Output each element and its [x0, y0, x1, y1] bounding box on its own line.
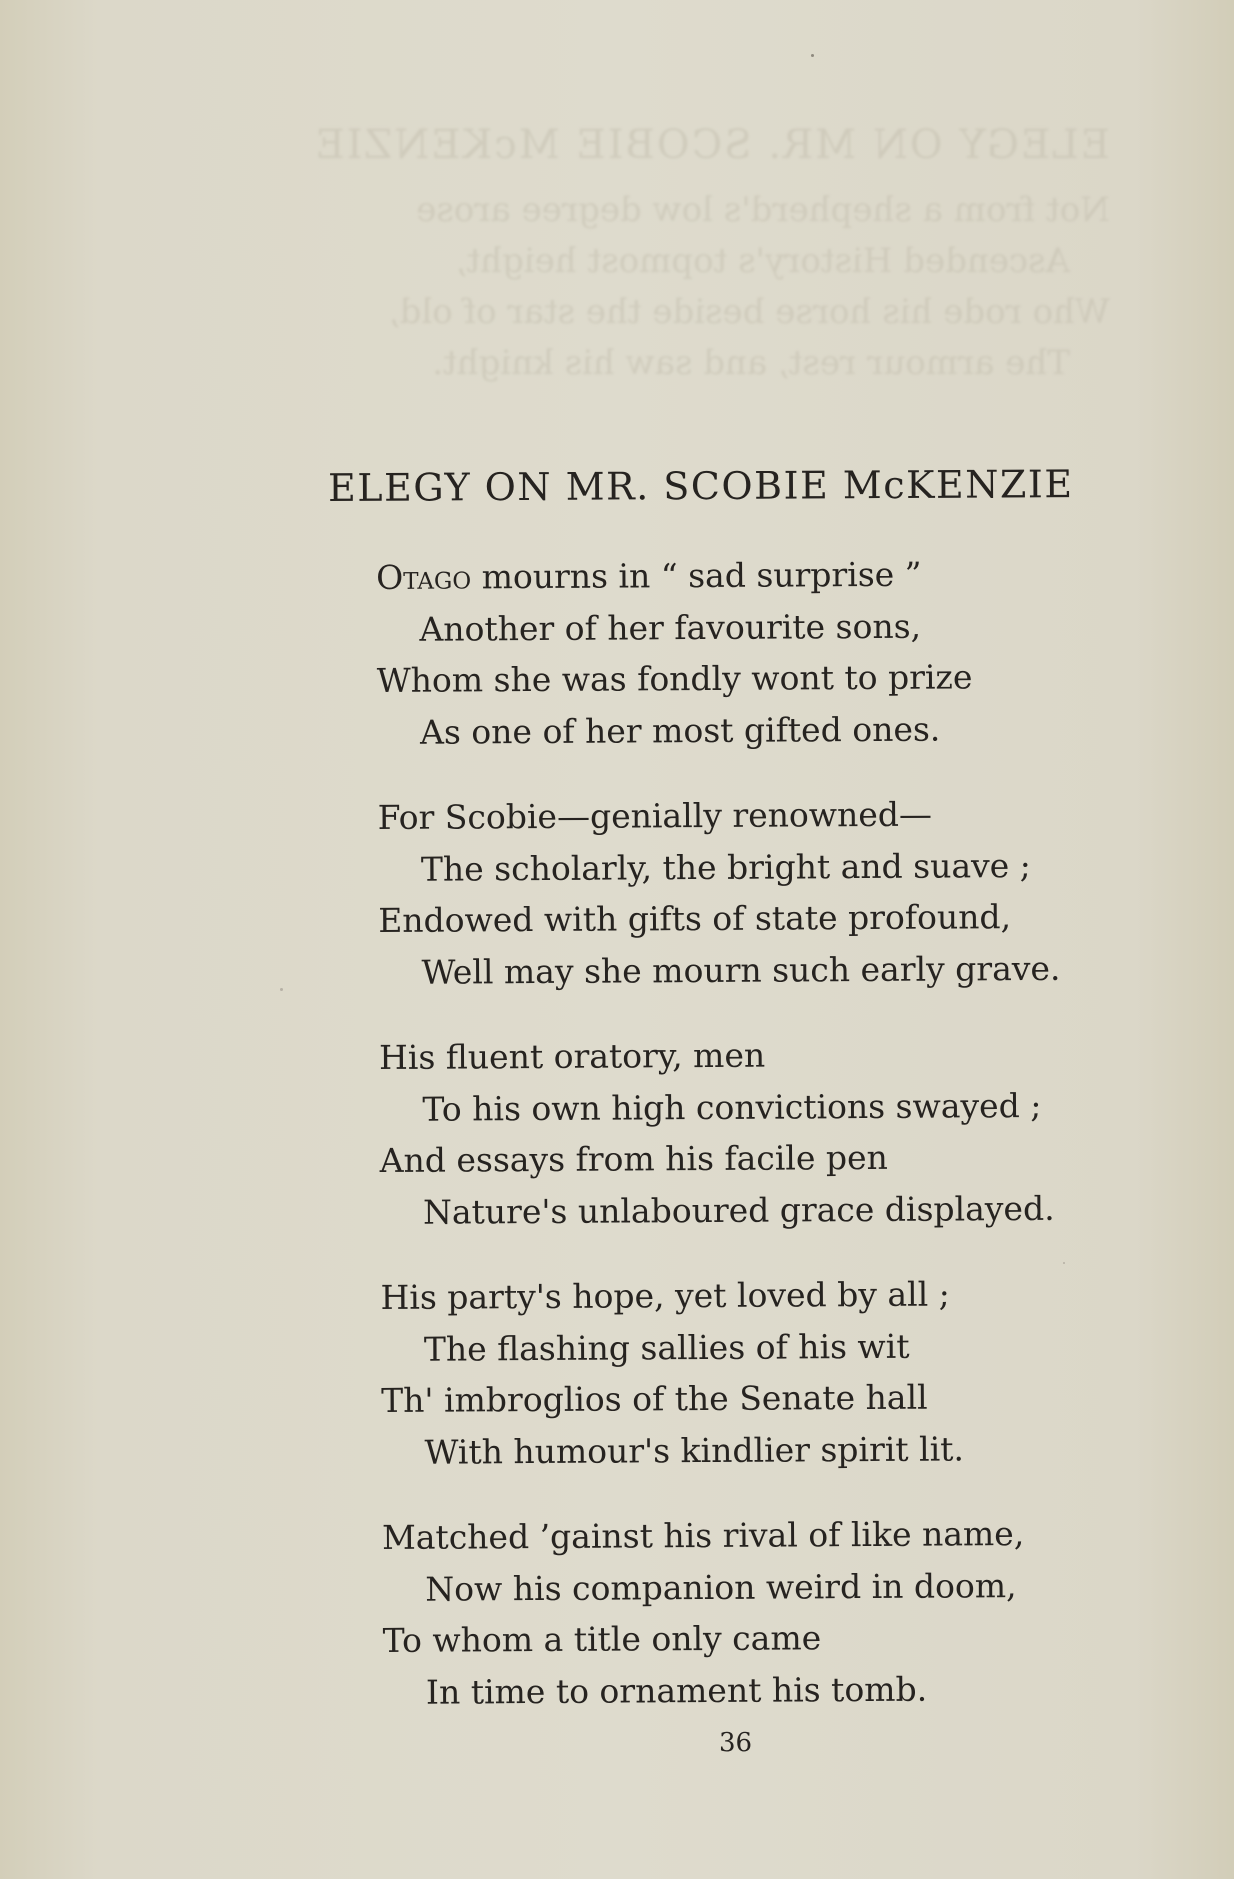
- paper-speck: [811, 54, 814, 57]
- poem-line: With humour's kindlier spirit lit.: [424, 1428, 965, 1472]
- show-through-text: [240, 120, 1110, 389]
- poem-line: For Scobie—genially renowned—: [377, 794, 933, 837]
- poem-line: The flashing sallies of his wit: [423, 1326, 910, 1369]
- stanza: [377, 787, 1138, 998]
- stanza: [376, 547, 1137, 758]
- poem-body: [376, 547, 1143, 1752]
- show-through-line: Ascended History's topmost height,: [455, 241, 1070, 281]
- stanza: [382, 1507, 1143, 1718]
- poem-line: Nature's unlaboured grace displayed.: [422, 1188, 1055, 1232]
- poem-line: Now his companion weird in doom,: [425, 1565, 1017, 1609]
- show-through-title: ELEGY ON MR. SCOBIE McKENZIE: [313, 122, 1110, 168]
- poem-line: To his own high convictions swayed ;: [422, 1085, 1042, 1129]
- poem-line: In time to ornament his tomb.: [425, 1669, 928, 1712]
- stanza: [380, 1267, 1141, 1478]
- page-number: 36: [719, 1728, 753, 1758]
- paper-speck: [1063, 1262, 1065, 1264]
- poem-line-text: mourns in “ sad surprise ”: [471, 554, 922, 597]
- poem-line: As one of her most gifted ones.: [419, 709, 941, 752]
- show-through-line: Not from a shepherd's low degree arose: [416, 190, 1110, 230]
- paper-speck: [280, 988, 283, 991]
- poem-line: Endowed with gifts of state profound,: [378, 897, 1012, 940]
- poem-line: Another of her favourite sons,: [419, 606, 922, 649]
- poem-line: Th' imbroglios of the Senate hall: [381, 1377, 928, 1420]
- poem-line: Well may she mourn such early grave.: [421, 948, 1061, 992]
- poem-title: ELEGY ON MR. SCOBIE McKENZIE: [328, 462, 1074, 510]
- poem-line: And essays from his facile pen: [379, 1137, 888, 1180]
- poem-line: The scholarly, the bright and suave ;: [420, 845, 1031, 889]
- poem-line: [376, 547, 1136, 603]
- poem-first-word: Otago: [376, 557, 472, 597]
- poem-line: Matched ’gainst his rival of like name,: [381, 1514, 1025, 1557]
- show-through-line: The armour rest, and saw his knight.: [432, 343, 1070, 383]
- poem-line: His party's hope, yet loved by all ;: [380, 1274, 950, 1317]
- show-through-line: Who rode his horse beside the star of old,: [388, 292, 1110, 332]
- poem-line: Whom she was fondly wont to prize: [376, 657, 973, 700]
- poem-line: His fluent oratory, men: [378, 1035, 766, 1077]
- stanza: [379, 1027, 1140, 1238]
- poem-line: To whom a title only came: [382, 1618, 822, 1660]
